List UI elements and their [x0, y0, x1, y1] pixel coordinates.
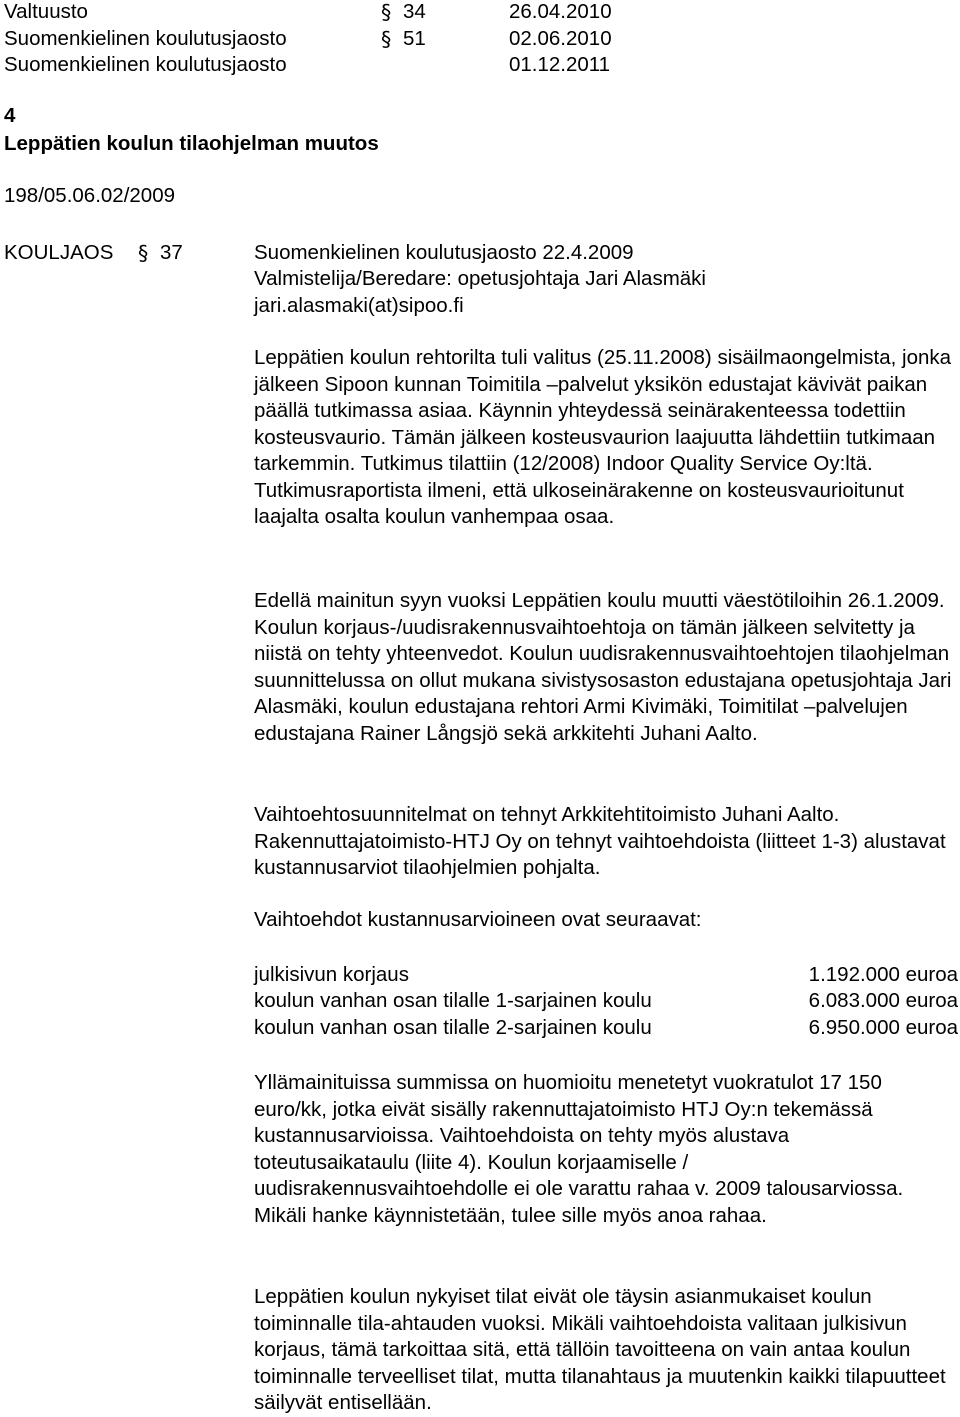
- cost-row: [254, 1015, 958, 1042]
- paragraph-options-intro: [254, 907, 958, 934]
- paragraph-current-facilities: [254, 1284, 960, 1417]
- cost-label: koulun vanhan osan tilalle 1-sarjainen koulu: [254, 989, 652, 1012]
- item-number: 4: [4, 104, 16, 127]
- paragraph-rent-note: [254, 1070, 914, 1229]
- cost-row: [254, 988, 958, 1015]
- paragraph-text: Vaihtoehtosuunnitelmat on tehnyt Arkkitehtitoimisto Juhani Aalto. Rakennuttajatoimisto-HTJ Oy on tehnyt vaihtoehdoista (liitteet 1-3) alustavat kustannusarviot tilaohjelmien pohjalta.: [254, 803, 946, 879]
- meeting-body-date: Suomenkielinen koulutusjaosto 22.4.2009: [254, 241, 634, 264]
- section-sign-icon: §: [381, 27, 392, 51]
- cost-amount: 6.950.000 euroa: [808, 1016, 958, 1039]
- paragraph-text: Yllämainituissa summissa on huomioitu menetetyt vuokratulot 17 150 euro/kk, jotka eivät sisälly rakennuttajatoimisto HTJ Oy:n tekemässä kustannusarvioissa. Vaihtoehdoista on tehty myös alustava toteutusaikataulu (liite 4). Koulun korjaamiselle / uudisrakennusvaihtoehdolle ei ole varattu rahaa v. 2009 talousarviossa. Mikäli hanke käynnistetään, tulee sille myös anoa rahaa.: [254, 1071, 904, 1227]
- paragraph-relocation: [254, 588, 959, 747]
- cost-row: [254, 962, 958, 989]
- meeting-email: jari.alasmaki(at)sipoo.fi: [254, 294, 464, 317]
- section-sign-icon: §: [381, 0, 392, 24]
- history-date-3: 01.12.2011: [509, 53, 611, 76]
- paragraph-text: Leppätien koulun nykyiset tilat eivät ole täysin asianmukaiset koulun toiminnalle tila-ahtauden vuoksi. Mikäli vaihtoehdoista valitaan julkisivun korjaus, tämä tarkoittaa sitä, että tällöin tavoitteena on vain antaa koulun toiminnalle terveelliset tilat, mutta tilanahtaus ja muutenkin kaikki tilapuutteet säilyvät entisellään.: [254, 1285, 946, 1414]
- history-date-1: 26.04.2010: [509, 0, 612, 23]
- history-date-2: 02.06.2010: [509, 27, 612, 50]
- section-sign-icon: §: [138, 241, 149, 265]
- paragraph-text: Edellä mainitun syyn vuoksi Leppätien koulu muutti väestötiloihin 26.1.2009. Koulun korjaus-/uudisrakennusvaihtoehtoja on tämän jälkeen selvitetty ja niistä on tehty yhteenvedot. Koulun uudisrakennusvaihtoehtojen tilaohjelman suunnittelussa on ollut mukana sivistysosaston edustajana opetusjohtaja Jari Alasmäki, koulun edustajana rehtori Armi Kivimäki, Toimitilat –palvelujen edustajana Rainer Långsjö sekä arkkitehti Juhani Aalto.: [254, 589, 952, 745]
- history-number-1: 34: [403, 0, 426, 23]
- history-organ-3: Suomenkielinen koulutusjaosto: [4, 53, 287, 76]
- cost-label: julkisivun korjaus: [254, 963, 409, 986]
- meeting-preparer: Valmistelija/Beredare: opetusjohtaja Jari Alasmäki: [254, 267, 706, 290]
- paragraph-plans: [254, 802, 954, 882]
- paragraph-complaint: [254, 345, 954, 531]
- item-title: Leppätien koulun tilaohjelman muutos: [4, 132, 379, 155]
- paragraph-text: Vaihtoehdot kustannusarvioineen ovat seuraavat:: [254, 908, 702, 931]
- history-organ-2: Suomenkielinen koulutusjaosto: [4, 27, 287, 50]
- cost-label: koulun vanhan osan tilalle 2-sarjainen koulu: [254, 1016, 652, 1039]
- diary-number: 198/05.06.02/2009: [4, 184, 175, 207]
- history-organ-1: Valtuusto: [4, 0, 88, 23]
- meeting-number: 37: [160, 241, 183, 264]
- cost-amount: 6.083.000 euroa: [808, 989, 958, 1012]
- history-number-2: 51: [403, 27, 426, 50]
- cost-amount: 1.192.000 euroa: [808, 963, 958, 986]
- meeting-code: KOULJAOS: [4, 241, 114, 264]
- paragraph-text: Leppätien koulun rehtorilta tuli valitus (25.11.2008) sisäilmaongelmista, jonka jälkeen Sipoon kunnan Toimitila –palvelut yksikön edustajat kävivät paikan päällä tutkimassa asiaa. Käynnin yhteydessä seinärakenteessa todettiin kosteusvaurio. Tämän jälkeen kosteusvaurion laajuutta lähdettiin tutkimaan tarkemmin. Tutkimus tilattiin (12/2008) Indoor Quality Service Oy:ltä. Tutkimusraportista ilmeni, että ulkoseinärakenne on kosteusvaurioitunut laajalta osalta koulun vanhempaa osaa.: [254, 346, 952, 528]
